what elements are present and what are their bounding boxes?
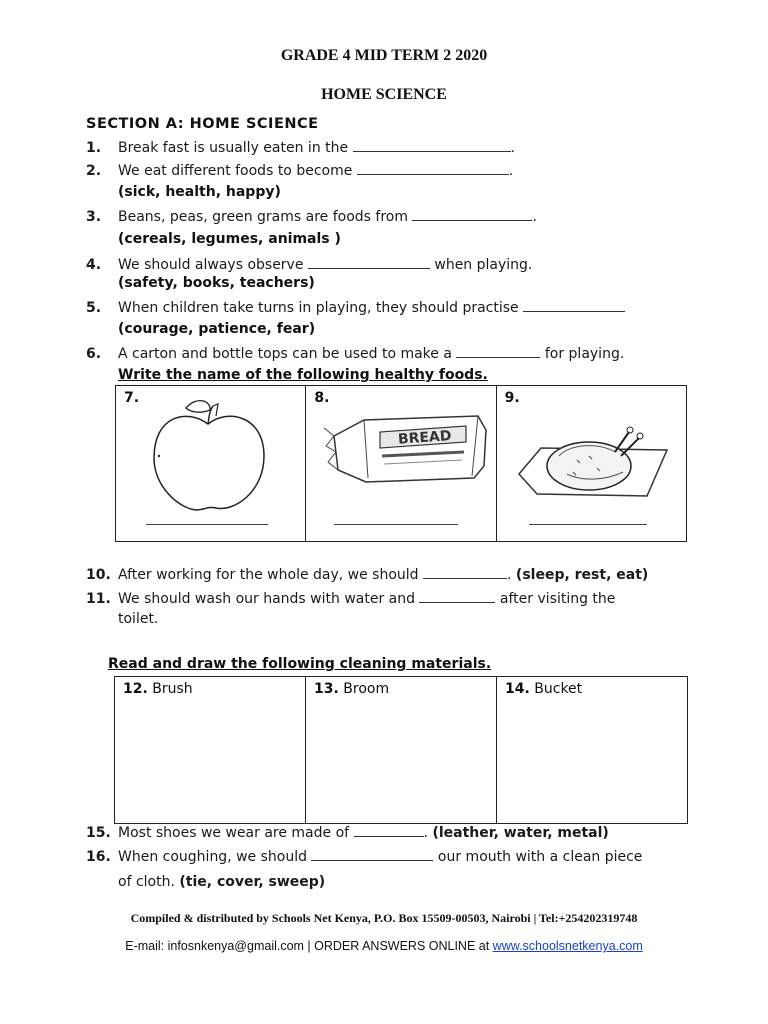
healthy-foods-grid [115, 385, 687, 542]
question-5: 5. When children take turns in playing, they should practise [86, 299, 625, 316]
answer-blank[interactable] [311, 848, 433, 861]
question-4-options: (safety, books, teachers) [118, 275, 315, 291]
question-4: 4. We should always observe when playing. [86, 257, 533, 273]
draw-cell-brush[interactable]: 12. Brush [115, 677, 306, 823]
question-16-line2: of cloth. (tie, cover, sweep) [118, 874, 326, 890]
subject-title: HOME SCIENCE [321, 86, 447, 103]
healthy-foods-heading: Write the name of the following healthy foods. [118, 367, 488, 383]
question-2-options: (sick, health, happy) [118, 184, 281, 200]
question-11: 11. We should wash our hands with water and after visiting the [86, 591, 616, 607]
answer-line-7[interactable] [146, 524, 268, 525]
footer-email: E-mail: infosnkenya@gmail.com | ORDER ANSWERS ONLINE at [125, 939, 490, 953]
food-cell-9: 9. [497, 386, 686, 541]
answer-blank[interactable] [412, 208, 532, 221]
footer-contact [0, 939, 768, 953]
page-title: GRADE 4 MID TERM 2 2020 [280, 47, 488, 64]
answer-line-8[interactable] [334, 524, 458, 525]
answer-blank[interactable] [357, 162, 509, 175]
question-15: 15. Most shoes we wear are made of . (leather, water, metal) [86, 825, 609, 841]
food-cell-7: 7. [116, 386, 306, 541]
question-5-options: (courage, patience, fear) [118, 321, 316, 337]
question-3-options: (cereals, legumes, animals ) [118, 231, 341, 247]
answer-line-9[interactable] [529, 524, 647, 525]
cleaning-grid [114, 676, 688, 824]
cleaning-heading: Read and draw the following cleaning materials. [108, 656, 492, 672]
question-6: 6. A carton and bottle tops can be used to make a for playing. [86, 346, 625, 362]
answer-blank[interactable] [523, 299, 625, 312]
answer-blank[interactable] [353, 139, 511, 152]
answer-blank[interactable] [354, 824, 424, 837]
food-cell-8: 8. BREAD [306, 386, 496, 541]
answer-blank[interactable] [456, 345, 540, 358]
website-link[interactable]: www.schoolsnetkenya.com [492, 939, 643, 953]
question-2: 2. We eat different foods to become . [86, 163, 514, 179]
bread-package-text: BREAD [397, 428, 453, 448]
answer-blank[interactable] [419, 590, 495, 603]
bread-icon [306, 386, 496, 536]
draw-cell-broom[interactable]: 13. Broom [306, 677, 497, 823]
question-16: 16. When coughing, we should our mouth with a clean piece [86, 849, 643, 865]
apple-icon [116, 386, 306, 536]
question-1: 1. Break fast is usually eaten in the . [86, 140, 516, 156]
question-3: 3. Beans, peas, green grams are foods from . [86, 209, 537, 225]
roast-chicken-icon [497, 386, 687, 536]
question-11-line2: toilet. [118, 611, 159, 627]
answer-blank[interactable] [423, 566, 507, 579]
draw-cell-bucket[interactable]: 14. Bucket [505, 681, 583, 697]
answer-blank[interactable] [308, 256, 430, 269]
footer-compiled: Compiled & distributed by Schools Net Kenya, P.O. Box 15509-00503, Nairobi | Tel:+254202319748 [130, 911, 638, 925]
section-heading: SECTION A: HOME SCIENCE [86, 116, 319, 132]
question-10: 10. After working for the whole day, we should . (sleep, rest, eat) [86, 567, 649, 583]
